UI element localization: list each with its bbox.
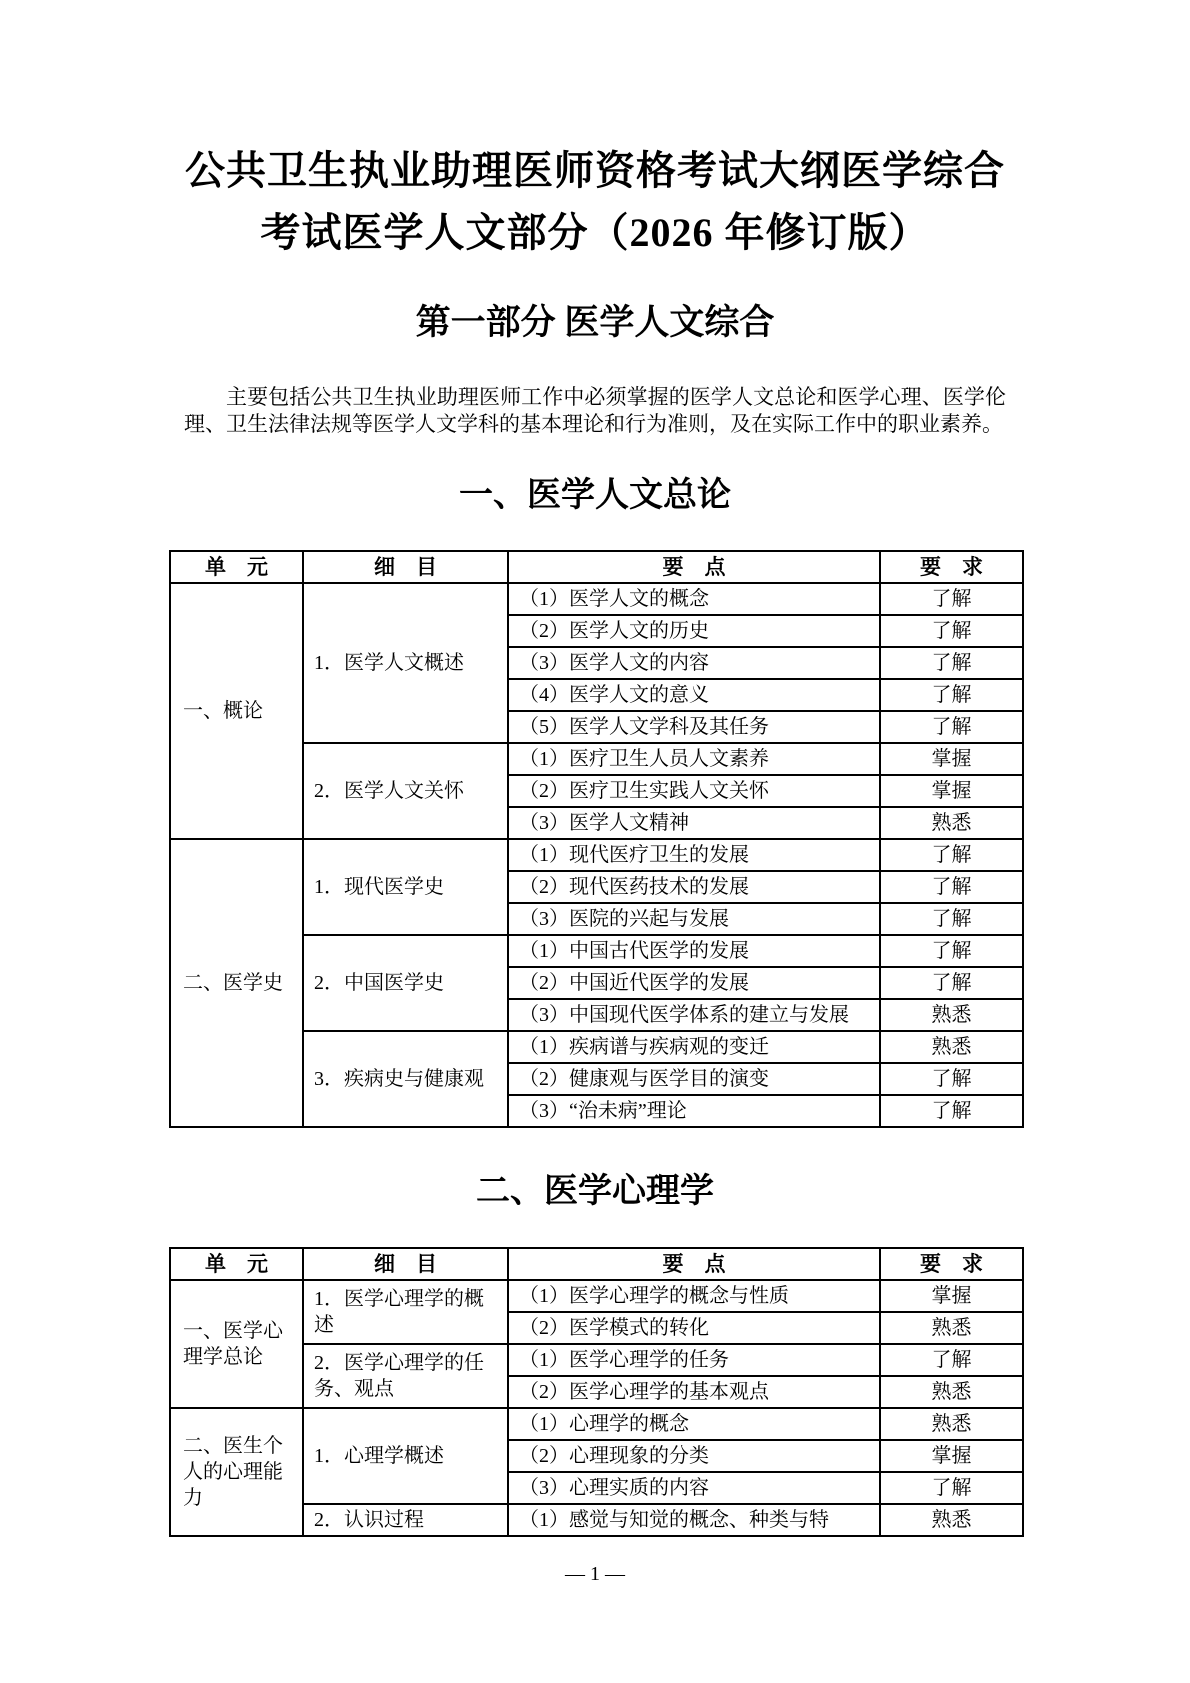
detail-cell: 3．疾病史与健康观 [303,1031,508,1127]
requirement-cell: 熟悉 [880,999,1023,1031]
syllabus-table-2 [169,1247,1024,1537]
requirement-cell: 了解 [880,711,1023,743]
point-cell: （2）医学人文的历史 [508,615,880,647]
syllabus-table-1 [169,550,1024,1128]
requirement-cell: 了解 [880,679,1023,711]
unit-cell: 二、医学史 [170,839,303,1127]
point-cell: （3）中国现代医学体系的建立与发展 [508,999,880,1031]
requirement-cell: 了解 [880,647,1023,679]
intro-paragraph: 主要包括公共卫生执业助理医师工作中必须掌握的医学人文总论和医学心理、医学伦理、卫生法律法规等医学人文学科的基本理论和行为准则，及在实际工作中的职业素养。 [184,385,1006,436]
requirement-cell: 熟悉 [880,1312,1023,1344]
document-title-line2: 考试医学人文部分（2026 年修订版） [260,210,930,255]
detail-cell: 1．医学人文概述 [303,583,508,743]
point-cell: （1）医疗卫生人员人文素养 [508,743,880,775]
section-heading-2: 二、医学心理学 [476,1173,714,1210]
detail-cell: 2．中国医学史 [303,935,508,1031]
point-cell: （3）心理实质的内容 [508,1472,880,1504]
document-title-line1: 公共卫生执业助理医师资格考试大纲医学综合 [185,148,1005,193]
requirement-cell: 掌握 [880,775,1023,807]
requirement-cell: 掌握 [880,1440,1023,1472]
document-title [0,0,1190,264]
requirement-cell: 了解 [880,615,1023,647]
requirement-cell: 了解 [880,839,1023,871]
point-cell: （1）医学心理学的概念与性质 [508,1280,880,1312]
requirement-cell: 熟悉 [880,807,1023,839]
point-cell: （4）医学人文的意义 [508,679,880,711]
column-header-unit: 单 元 [170,551,303,583]
point-cell: （1）现代医疗卫生的发展 [508,839,880,871]
requirement-cell: 了解 [880,871,1023,903]
point-cell: （5）医学人文学科及其任务 [508,711,880,743]
table-row [170,1408,1023,1440]
column-header-req: 要 求 [880,1248,1023,1280]
table-row [170,839,1023,871]
section-medical-psychology [0,1170,1190,1537]
point-cell: （1）医学人文的概念 [508,583,880,615]
point-cell: （2）中国近代医学的发展 [508,967,880,999]
point-cell: （3）医院的兴起与发展 [508,903,880,935]
section-heading-1: 一、医学人文总论 [459,477,731,514]
requirement-cell: 熟悉 [880,1408,1023,1440]
detail-cell: 2．认识过程 [303,1504,508,1536]
point-cell: （2）医疗卫生实践人文关怀 [508,775,880,807]
part-heading: 第一部分 医学人文综合 [415,303,775,342]
requirement-cell: 了解 [880,1344,1023,1376]
requirement-cell: 熟悉 [880,1504,1023,1536]
requirement-cell: 掌握 [880,743,1023,775]
section-medical-humanities [0,474,1190,1128]
table-row [170,583,1023,615]
unit-cell: 一、医学心理学总论 [170,1280,303,1408]
column-header-point: 要 点 [508,551,880,583]
column-header-detail: 细 目 [303,551,508,583]
requirement-cell: 了解 [880,583,1023,615]
point-cell: （1）中国古代医学的发展 [508,935,880,967]
point-cell: （2）心理现象的分类 [508,1440,880,1472]
unit-cell: 一、概论 [170,583,303,839]
detail-cell: 2．医学心理学的任务、观点 [303,1344,508,1408]
unit-cell: 二、医生个人的心理能力 [170,1408,303,1536]
point-cell: （3）医学人文精神 [508,807,880,839]
detail-cell: 1．心理学概述 [303,1408,508,1504]
point-cell: （1）疾病谱与疾病观的变迁 [508,1031,880,1063]
detail-cell: 1．医学心理学的概述 [303,1280,508,1344]
requirement-cell: 了解 [880,903,1023,935]
point-cell: （3）“治未病”理论 [508,1095,880,1127]
requirement-cell: 熟悉 [880,1031,1023,1063]
detail-cell: 2．医学人文关怀 [303,743,508,839]
requirement-cell: 掌握 [880,1280,1023,1312]
column-header-unit: 单 元 [170,1248,303,1280]
requirement-cell: 了解 [880,1095,1023,1127]
table-header-row [170,1248,1023,1280]
detail-cell: 1．现代医学史 [303,839,508,935]
requirement-cell: 了解 [880,935,1023,967]
point-cell: （1）感觉与知觉的概念、种类与特 [508,1504,880,1536]
column-header-detail: 细 目 [303,1248,508,1280]
requirement-cell: 熟悉 [880,1376,1023,1408]
requirement-cell: 了解 [880,1063,1023,1095]
point-cell: （3）医学人文的内容 [508,647,880,679]
table-header-row [170,551,1023,583]
point-cell: （2）健康观与医学目的演变 [508,1063,880,1095]
requirement-cell: 了解 [880,967,1023,999]
table-row [170,1280,1023,1312]
point-cell: （2）医学心理学的基本观点 [508,1376,880,1408]
point-cell: （2）现代医药技术的发展 [508,871,880,903]
requirement-cell: 了解 [880,1472,1023,1504]
point-cell: （2）医学模式的转化 [508,1312,880,1344]
column-header-req: 要 求 [880,551,1023,583]
column-header-point: 要 点 [508,1248,880,1280]
page-number: — 1 — [565,1563,625,1585]
point-cell: （1）医学心理学的任务 [508,1344,880,1376]
point-cell: （1）心理学的概念 [508,1408,880,1440]
